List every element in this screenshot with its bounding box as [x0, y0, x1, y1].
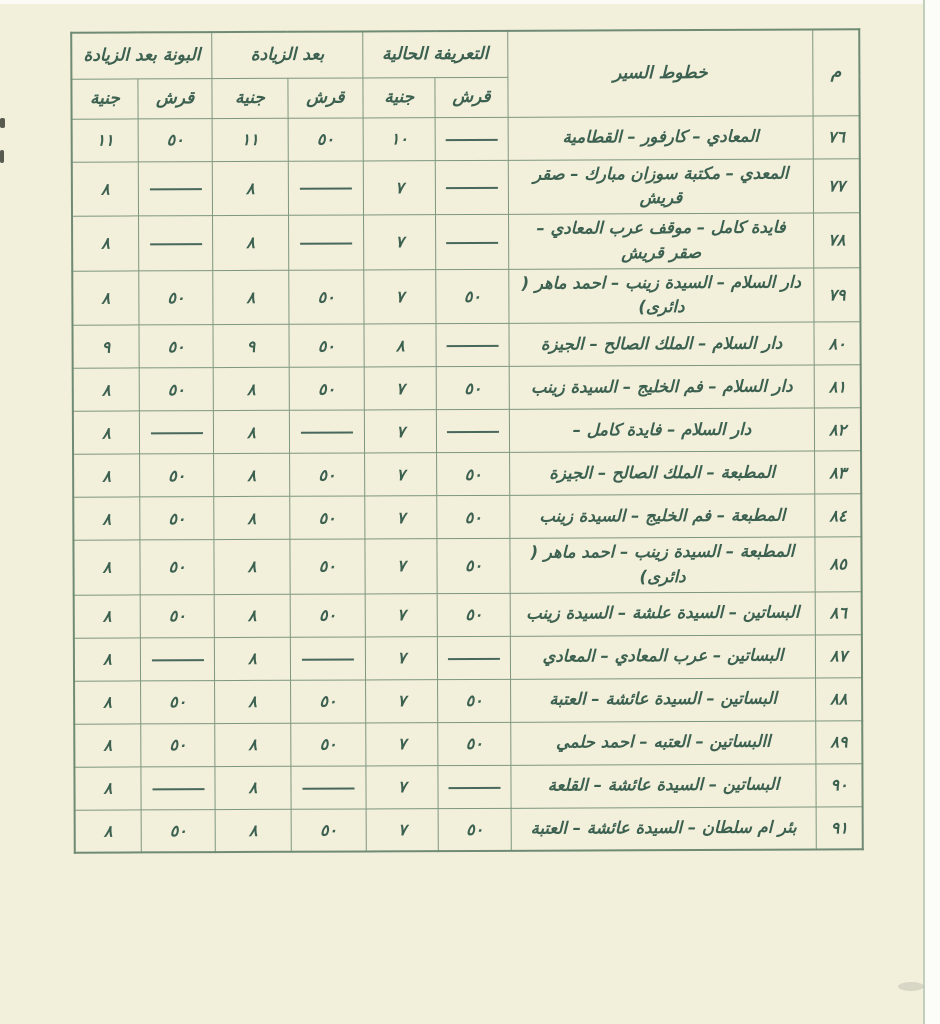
bonus-gineh-cell: ٨	[75, 809, 142, 852]
fare-table	[70, 28, 864, 853]
after-qirsh-cell	[291, 765, 367, 808]
route-cell: المطبعة – فم الخليج – السيدة زينب	[509, 494, 815, 538]
after-gineh-cell: ٨	[215, 766, 291, 809]
route-cell: البساتين – عرب المعادي – المعادي	[510, 634, 816, 678]
bonus-gineh-cell: ٨	[73, 368, 140, 411]
current-gineh-cell: ٧	[364, 410, 437, 453]
bonus-gineh-cell: ٨	[72, 161, 139, 216]
current-gineh-cell: ٧	[366, 765, 439, 808]
header-routes: خطوط السير	[507, 29, 813, 116]
table-row	[73, 451, 861, 497]
route-cell: بئر ام سلطان – السيدة عائشة – العتبة	[511, 806, 817, 850]
bonus-gineh-cell: ٨	[72, 216, 139, 271]
route-cell: دار السلام – فايدة كامل –	[509, 408, 815, 452]
route-cell: البساتين – السيدة عائشة – العتبة	[510, 677, 816, 721]
table-row	[74, 677, 862, 723]
current-qirsh-cell: ٥٠	[436, 269, 509, 324]
after-gineh-cell: ٨	[215, 723, 291, 766]
row-number-cell: ٩٠	[816, 763, 862, 806]
row-number-cell: ٨٦	[815, 591, 861, 634]
scan-edge-right	[923, 0, 940, 1024]
row-number-cell: ٨١	[814, 365, 860, 408]
after-gineh-cell: ٨	[214, 594, 290, 637]
row-number-cell: ٨٢	[815, 408, 861, 451]
header-after-increase: بعد الزيادة	[212, 31, 363, 78]
after-gineh-cell: ٨	[214, 539, 290, 594]
route-cell: دار السلام – فم الخليج – السيدة زينب	[509, 365, 815, 409]
current-gineh-cell: ٧	[365, 453, 438, 496]
table-row	[74, 591, 862, 637]
scan-speck	[0, 118, 5, 128]
row-number-cell: ٧٨	[814, 213, 860, 268]
header-group-row	[71, 29, 859, 78]
blank-dash	[152, 788, 204, 790]
current-qirsh-cell	[435, 117, 508, 160]
route-cell: فايدة كامل – موقف عرب المعادي – صقر قريش	[508, 213, 814, 269]
header-after-gineh: جنية	[212, 78, 288, 118]
table-row	[75, 806, 863, 852]
current-gineh-cell: ٧	[365, 496, 438, 539]
table-row	[72, 267, 860, 325]
bonus-qirsh-cell: ٥٠	[138, 118, 213, 161]
bonus-qirsh-cell: ٥٠	[140, 540, 215, 595]
bonus-qirsh-cell	[140, 637, 215, 680]
current-gineh-cell: ٧	[365, 539, 438, 594]
blank-dash	[447, 431, 499, 433]
header-current-gineh: جنية	[363, 77, 436, 117]
after-qirsh-cell: ٥٠	[289, 453, 365, 496]
row-number-cell: ٨٩	[816, 720, 862, 763]
current-gineh-cell: ٧	[366, 722, 439, 765]
current-gineh-cell: ١٠	[363, 117, 436, 160]
current-qirsh-cell	[437, 409, 510, 452]
blank-dash	[300, 188, 352, 190]
header-after-qirsh: قرش	[288, 77, 364, 117]
table-body	[72, 115, 863, 852]
bonus-qirsh-cell: ٥٠	[141, 723, 216, 766]
scan-edge-top	[0, 0, 930, 4]
current-qirsh-cell: ٥٠	[438, 808, 511, 851]
current-qirsh-cell: ٥٠	[437, 452, 510, 495]
table-row	[72, 322, 860, 368]
route-cell: البساتين – السيدة علشة – السيدة زينب	[510, 591, 816, 635]
scan-speck	[0, 150, 4, 163]
after-qirsh-cell: ٥٠	[290, 679, 366, 722]
row-number-cell: ٨٠	[814, 322, 860, 365]
after-qirsh-cell: ٥٠	[289, 496, 365, 539]
blank-dash	[300, 242, 352, 244]
blank-dash	[149, 188, 201, 190]
after-qirsh-cell: ٥٠	[290, 722, 366, 765]
bonus-qirsh-cell: ٥٠	[140, 497, 215, 540]
after-qirsh-cell: ٥٠	[288, 117, 364, 160]
row-number-cell: ٨٨	[816, 677, 862, 720]
after-gineh-cell: ٨	[214, 496, 290, 539]
after-gineh-cell: ٨	[213, 215, 289, 270]
after-gineh-cell: ٨	[215, 680, 291, 723]
after-qirsh-cell: ٥٠	[290, 539, 366, 594]
after-qirsh-cell: ٥٠	[289, 324, 365, 367]
after-qirsh-cell	[289, 410, 365, 453]
blank-dash	[448, 657, 500, 659]
blank-dash	[302, 787, 354, 789]
current-qirsh-cell: ٥٠	[437, 366, 510, 409]
after-gineh-cell: ٨	[213, 270, 289, 325]
bonus-gineh-cell: ١١	[72, 118, 139, 161]
blank-dash	[446, 187, 498, 189]
bonus-qirsh-cell	[138, 216, 213, 271]
current-gineh-cell: ٧	[364, 367, 437, 410]
bonus-gineh-cell: ٨	[73, 497, 140, 540]
route-cell: البساتين – السيدة عائشة – القلعة	[511, 763, 817, 807]
bonus-qirsh-cell: ٥٠	[139, 454, 214, 497]
current-gineh-cell: ٧	[364, 215, 437, 270]
header-bonus-qirsh: قرش	[138, 78, 213, 118]
table-row	[72, 213, 860, 271]
after-gineh-cell: ٩	[213, 324, 289, 367]
after-qirsh-cell: ٥٠	[289, 367, 365, 410]
current-qirsh-cell	[438, 765, 511, 808]
bonus-gineh-cell: ٨	[73, 540, 140, 595]
bonus-qirsh-cell	[139, 411, 214, 454]
after-qirsh-cell	[290, 636, 366, 679]
current-gineh-cell: ٧	[363, 160, 436, 215]
after-gineh-cell: ٨	[213, 367, 289, 410]
current-qirsh-cell	[438, 636, 511, 679]
bonus-qirsh-cell: ٥٠	[140, 594, 215, 637]
current-gineh-cell: ٧	[366, 679, 439, 722]
route-cell: االبساتين – العتبه – احمد حلمي	[510, 720, 816, 764]
after-gineh-cell: ٨	[214, 453, 290, 496]
current-gineh-cell: ٧	[365, 636, 438, 679]
route-cell: دار السلام – السيدة زينب – احمد ماهر ( دائرى)	[508, 267, 814, 323]
row-number-cell: ٨٧	[816, 634, 862, 677]
bonus-gineh-cell: ٨	[74, 723, 141, 766]
bonus-qirsh-cell	[141, 766, 216, 809]
row-number-cell: ٧٦	[813, 115, 859, 158]
header-current-tariff: التعريفة الحالية	[363, 31, 508, 78]
route-cell: المعادي – كارفور – القطامية	[508, 115, 814, 159]
blank-dash	[447, 345, 499, 347]
bonus-gineh-cell: ٨	[74, 766, 141, 809]
after-gineh-cell: ١١	[212, 118, 288, 161]
bonus-gineh-cell: ٨	[72, 270, 139, 325]
header-current-qirsh: قرش	[435, 77, 508, 117]
table-row	[73, 494, 861, 540]
route-cell: دار السلام – الملك الصالح – الجيزة	[509, 322, 815, 366]
after-qirsh-cell	[288, 160, 364, 215]
after-qirsh-cell	[288, 215, 364, 270]
table-header	[71, 29, 859, 118]
blank-dash	[446, 138, 498, 140]
bonus-gineh-cell: ٨	[73, 454, 140, 497]
bonus-qirsh-cell: ٥٠	[139, 270, 214, 325]
bonus-qirsh-cell: ٥٠	[139, 368, 214, 411]
route-cell: المطبعة – الملك الصالح – الجيزة	[509, 451, 815, 495]
bonus-gineh-cell: ٨	[74, 680, 141, 723]
current-gineh-cell: ٧	[364, 269, 437, 324]
blank-dash	[151, 432, 203, 434]
blank-dash	[150, 243, 202, 245]
table-row	[74, 634, 862, 680]
header-serial: م	[813, 29, 860, 115]
blank-dash	[449, 786, 501, 788]
current-qirsh-cell: ٥٠	[438, 679, 511, 722]
bonus-gineh-cell: ٨	[74, 637, 141, 680]
row-number-cell: ٨٥	[815, 537, 861, 592]
table-row	[74, 720, 862, 766]
bonus-qirsh-cell: ٥٠	[141, 809, 216, 852]
row-number-cell: ٩١	[816, 806, 862, 849]
table-row	[72, 158, 860, 216]
table-row	[73, 408, 861, 454]
table-row	[73, 537, 861, 595]
current-qirsh-cell: ٥٠	[438, 593, 511, 636]
route-cell: المطبعة – السيدة زينب – احمد ماهر ( دائرى)	[510, 537, 816, 593]
bonus-qirsh-cell: ٥٠	[139, 325, 214, 368]
after-gineh-cell: ٨	[215, 809, 291, 852]
current-gineh-cell: ٨	[364, 324, 437, 367]
current-gineh-cell: ٧	[365, 593, 438, 636]
row-number-cell: ٧٩	[814, 267, 860, 322]
row-number-cell: ٧٧	[814, 158, 860, 213]
row-number-cell: ٨٤	[815, 494, 861, 537]
route-cell: المعدي – مكتبة سوزان مبارك – صقر قريش	[508, 158, 814, 214]
bonus-gineh-cell: ٨	[74, 594, 141, 637]
blank-dash	[152, 659, 204, 661]
table-row	[73, 365, 861, 411]
table-row	[74, 763, 862, 809]
scan-smudge	[898, 982, 924, 991]
bonus-qirsh-cell	[138, 161, 213, 216]
current-qirsh-cell	[436, 160, 509, 215]
after-qirsh-cell: ٥٠	[291, 808, 367, 851]
bonus-gineh-cell: ٨	[73, 411, 140, 454]
blank-dash	[446, 242, 498, 244]
current-qirsh-cell: ٥٠	[438, 722, 511, 765]
blank-dash	[301, 431, 353, 433]
bonus-gineh-cell: ٩	[72, 325, 139, 368]
row-number-cell: ٨٣	[815, 451, 861, 494]
current-gineh-cell: ٧	[366, 808, 439, 851]
bonus-qirsh-cell: ٥٠	[140, 680, 215, 723]
current-qirsh-cell	[436, 214, 509, 269]
after-gineh-cell: ٨	[215, 637, 291, 680]
current-qirsh-cell: ٥٠	[437, 495, 510, 538]
table-row	[72, 115, 860, 161]
after-qirsh-cell: ٥٠	[288, 269, 364, 324]
current-qirsh-cell: ٥٠	[437, 538, 510, 593]
after-gineh-cell: ٨	[213, 161, 289, 216]
after-qirsh-cell: ٥٠	[290, 593, 366, 636]
after-gineh-cell: ٨	[214, 410, 290, 453]
header-bonus-gineh: جنية	[71, 78, 138, 118]
header-bonus-after-increase: البونة بعد الزيادة	[71, 32, 212, 79]
current-qirsh-cell	[436, 323, 509, 366]
blank-dash	[302, 658, 354, 660]
